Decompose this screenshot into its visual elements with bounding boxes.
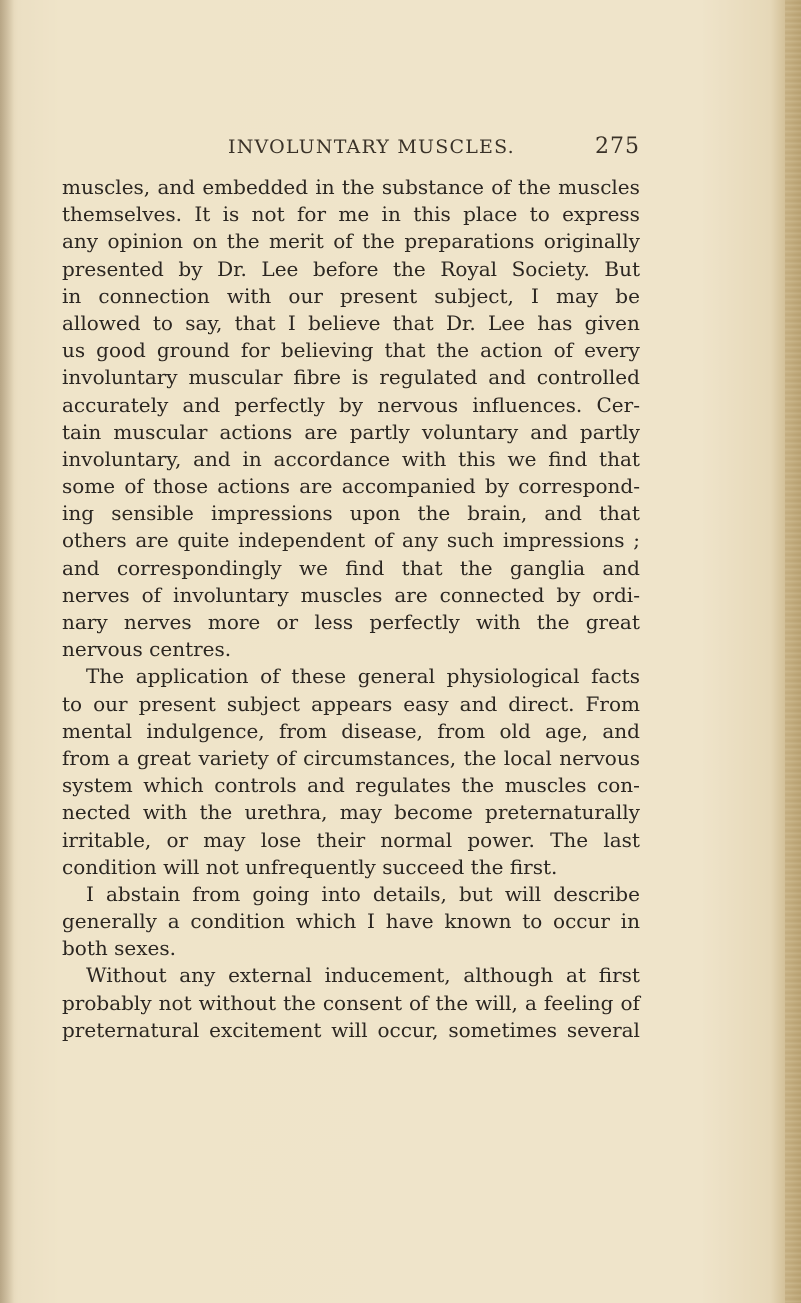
text-line: muscles, and embedded in the substance of the muscles <box>62 175 640 199</box>
page-edge <box>785 0 801 1303</box>
running-title: INVOLUNTARY MUSCLES. <box>228 136 515 158</box>
body-text <box>62 174 640 1044</box>
text-line: us good ground for believing that the action of every <box>62 338 640 363</box>
text-line: presented by Dr. Lee before the Royal Society. But <box>62 256 640 281</box>
text-line: from a great variety of circumstances, the local nervous <box>62 745 640 770</box>
text-line: others are quite independent of any such impressions ; <box>62 528 640 553</box>
text-line: mental indulgence, from disease, from old age, and <box>62 718 640 743</box>
text-line: I abstain from going into details, but will describe <box>86 881 640 906</box>
text-line: tain muscular actions are partly voluntary and partly <box>62 419 640 444</box>
text-line: accurately and perfectly by nervous influences. Cer- <box>62 392 640 417</box>
text-line: probably not without the consent of the will, a feeling of <box>62 990 640 1015</box>
text-line: to our present subject appears easy and direct. From <box>62 691 640 716</box>
text-line: involuntary muscular fibre is regulated and controlled <box>62 365 640 390</box>
text-line: preternatural excitement will occur, sometimes several <box>62 1017 640 1042</box>
text-line: irritable, or may lose their normal power. The last <box>62 827 640 852</box>
text-line: and correspondingly we find that the ganglia and <box>62 555 640 580</box>
text-line: both sexes. <box>62 936 176 961</box>
page-number: 275 <box>595 134 640 159</box>
text-line: nected with the urethra, may become preternaturally <box>62 800 640 825</box>
text-line: ing sensible impressions upon the brain, and that <box>62 501 640 526</box>
text-line: nerves of involuntary muscles are connected by ordi- <box>62 582 640 607</box>
text-line: some of those actions are accompanied by correspond- <box>62 474 640 499</box>
spine-shadow <box>0 0 14 1303</box>
text-line: in connection with our present subject, I may be <box>62 283 640 308</box>
page-header <box>62 134 640 164</box>
text-line: Without any external inducement, although at first <box>86 963 640 988</box>
text-line: nary nerves more or less perfectly with the great <box>62 610 640 634</box>
text-line: nervous centres. <box>62 637 232 662</box>
text-line: generally a condition which I have known to occur in <box>62 909 640 934</box>
text-line: system which controls and regulates the muscles con- <box>62 773 640 798</box>
text-line: involuntary, and in accordance with this we find that <box>62 446 640 471</box>
text-line: any opinion on the merit of the preparations originally <box>62 229 640 254</box>
text-line: condition will not unfrequently succeed the first. <box>62 854 558 879</box>
text-line: allowed to say, that I believe that Dr. Lee has given <box>62 310 640 335</box>
text-line: The application of these general physiological facts <box>86 664 640 689</box>
text-line: themselves. It is not for me in this place to express <box>62 202 640 227</box>
